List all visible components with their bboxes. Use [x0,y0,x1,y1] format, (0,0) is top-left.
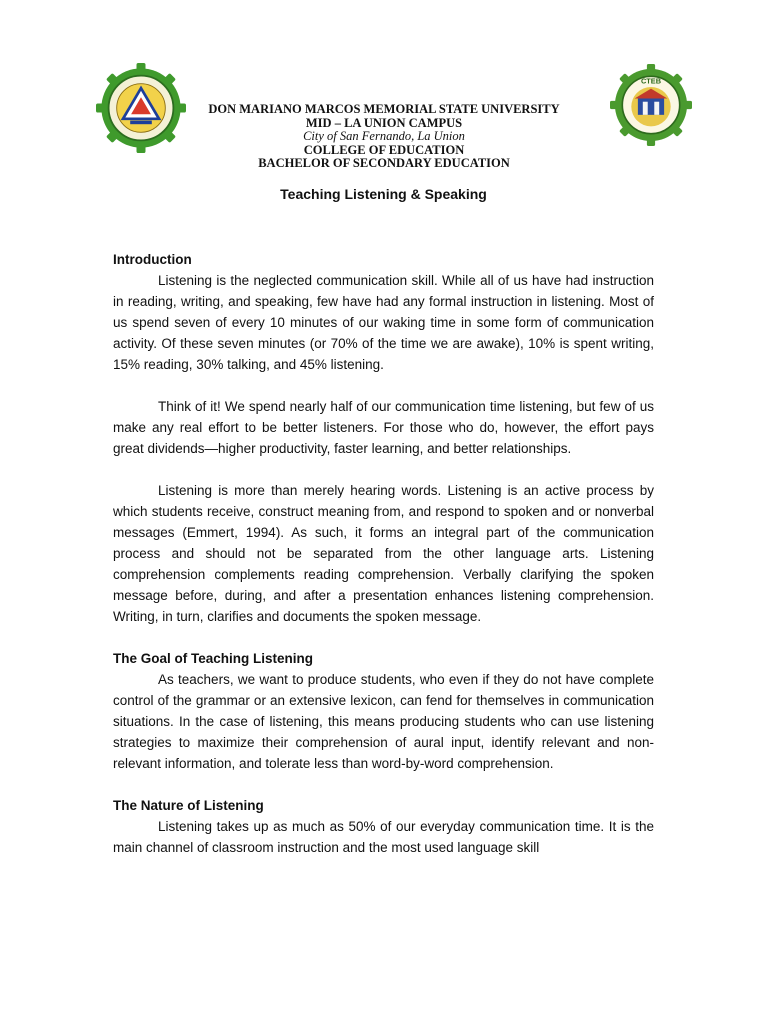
intro-paragraph-3: Listening is more than merely hearing words. Listening is an active process by which students receive, construct meaning from, and respond to spoken and or nonverbal messages (Emmert, 1994). As such, it forms an integral part of the communication process and should not be separated from the other language arts. Listening comprehension complements reading comprehension. Verbally clarifying the spoken message before, during, and after a presentation enhances listening comprehension. Writing, in turn, clarifies and documents the spoken message. [113,483,654,624]
institution-header [150,103,618,171]
document-title: Teaching Listening & Speaking [280,186,487,202]
right-seal-text: CTEB [640,76,662,86]
university-name: DON MARIANO MARCOS MEMORIAL STATE UNIVERSITY [208,102,560,116]
goal-paragraph: As teachers, we want to produce students, who even if they do not have complete control of the grammar or an extensive lexicon, can fend for themselves in communication situations. In the case of listening, this means producing students who can use listening strategies to maximize their comprehension of aural input, identify relevant and non-relevant information, and tolerate less than word-by-word comprehension. [113,672,654,771]
section-heading-introduction: Introduction [113,252,192,267]
college-seal-right-icon [610,64,692,146]
city-name: City of San Fernando, La Union [303,129,465,144]
intro-paragraph-1: Listening is the neglected communication skill. While all of us have had instruction in reading, writing, and speaking, few have had any formal instruction in listening. Most of us spend seven of every 10 minutes of our waking time in some form of communication activity. Of these seven minutes (or 70% of the time we are awake), 10% is spent writing, 15% reading, 30% talking, and 45% listening. [113,273,654,372]
section-heading-nature: The Nature of Listening [113,798,264,813]
section-heading-goal: The Goal of Teaching Listening [113,651,314,666]
intro-paragraph-2: Think of it! We spend nearly half of our communication time listening, but few of us make any real effort to be better listeners. For those who do, however, the effort pays great dividends—higher productivity, faster learning, and better relationships. [113,399,654,456]
campus-name: MID – LA UNION CAMPUS [305,115,463,130]
nature-paragraph: Listening takes up as much as 50% of our everyday communication time. It is the main channel of classroom instruction and the most used language skill [113,819,654,855]
program-name: BACHELOR OF SECONDARY EDUCATION [258,156,510,171]
college-name: COLLEGE OF EDUCATION [303,142,465,157]
document-body [113,249,654,858]
